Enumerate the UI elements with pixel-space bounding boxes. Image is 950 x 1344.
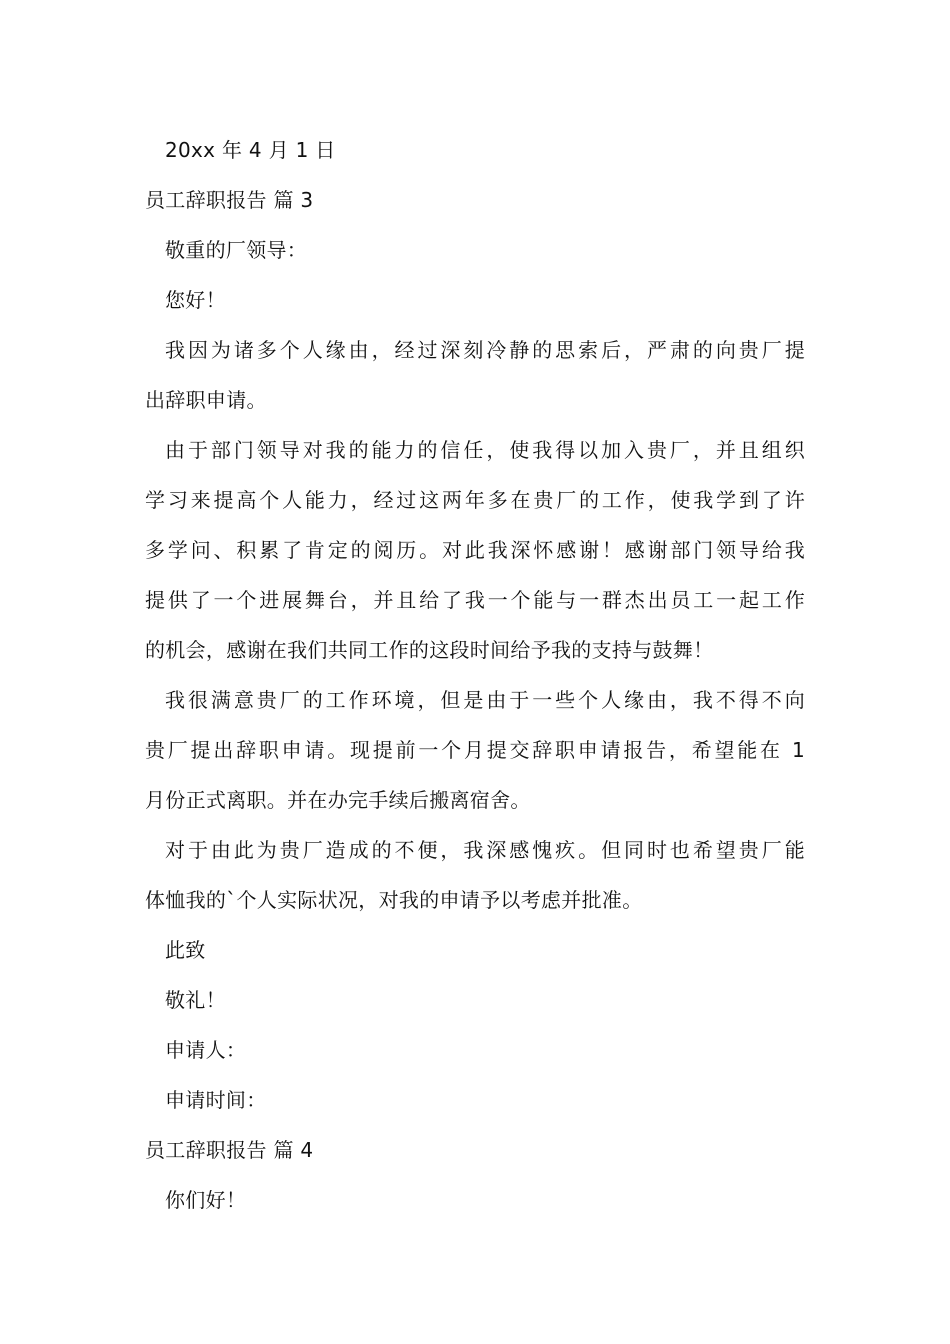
heading-section-3: 员工辞职报告 篇 3 xyxy=(145,188,314,212)
paragraph-1-line-2: 出辞职申请。 xyxy=(145,388,267,412)
greeting-2: 你们好！ xyxy=(165,1188,247,1212)
paragraph-4-line-2: 体恤我的`个人实际状况，对我的申请予以考虑并批准。 xyxy=(145,888,643,912)
paragraph-2-line-1: 由于部门领导对我的能力的信任，使我得以加入贵厂，并且组织 xyxy=(165,438,805,462)
paragraph-3-line-3: 月份正式离职。并在办完手续后搬离宿舍。 xyxy=(145,788,531,812)
paragraph-1-line-1: 我因为诸多个人缘由，经过深刻冷静的思索后，严肃的向贵厂提 xyxy=(165,338,805,362)
heading-section-4: 员工辞职报告 篇 4 xyxy=(145,1138,314,1162)
closing-jing-li: 敬礼！ xyxy=(165,988,226,1012)
salutation: 敬重的厂领导： xyxy=(165,238,308,262)
paragraph-4-line-1: 对于由此为贵厂造成的不便，我深感愧疚。但同时也希望贵厂能 xyxy=(165,838,805,862)
applicant-label: 申请人： xyxy=(165,1038,247,1062)
greeting: 您好！ xyxy=(165,288,226,312)
closing-ci-zhi: 此致 xyxy=(165,938,206,962)
apply-time-label: 申请时间： xyxy=(165,1088,267,1112)
paragraph-3-line-2: 贵厂提出辞职申请。现提前一个月提交辞职申请报告，希望能在 1 xyxy=(145,738,805,762)
paragraph-2-line-4: 提供了一个进展舞台，并且给了我一个能与一群杰出员工一起工作 xyxy=(145,588,805,612)
paragraph-2-line-2: 学习来提高个人能力，经过这两年多在贵厂的工作，使我学到了许 xyxy=(145,488,805,512)
paragraph-2-line-5: 的机会，感谢在我们共同工作的这段时间给予我的支持与鼓舞！ xyxy=(145,638,714,662)
paragraph-3-line-1: 我很满意贵厂的工作环境，但是由于一些个人缘由，我不得不向 xyxy=(165,688,805,712)
paragraph-2-line-3: 多学问、积累了肯定的阅历。对此我深怀感谢！感谢部门领导给我 xyxy=(145,538,805,562)
date-line: 20xx 年 4 月 1 日 xyxy=(165,138,336,162)
